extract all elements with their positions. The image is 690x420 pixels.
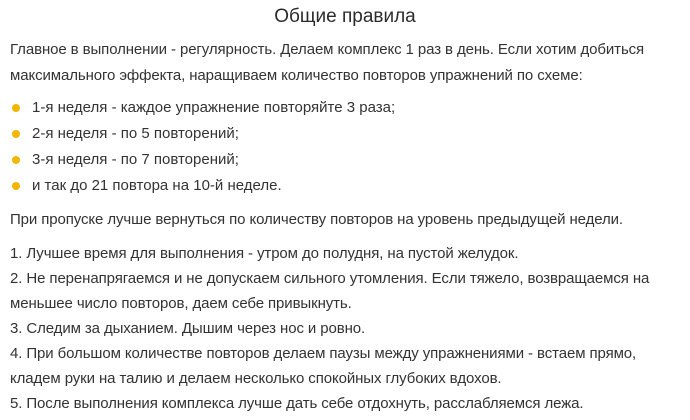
rules-numbered-list: [10, 241, 680, 416]
intro-paragraph: Главное в выполнении - регулярность. Делаем комплекс 1 раз в день. Если хотим добиться максимального эффекта, наращиваем количество повторов упражнений по схеме:: [10, 41, 645, 84]
rule-item: 4. При большом количестве повторов делаем паузы между упражнениями - встаем прямо, кладем руки на талию и делаем несколько спокойных глубоких вдохов.: [10, 345, 637, 387]
rule-item: 2. Не перенапрягаемся и не допускаем сильного утомления. Если тяжело, возвращаемся на меньшее число повторов, даем себе привыкнуть.: [10, 270, 650, 312]
list-item-text: и так до 21 повтора на 10-й неделе.: [32, 177, 282, 194]
weekly-schedule-list: [10, 95, 680, 199]
list-item-text: 3-я неделя - по 7 повторений;: [32, 151, 239, 168]
article-title: Общие правила: [274, 6, 416, 27]
list-item: [10, 147, 680, 173]
rule-item: 1. Лучшее время для выполнения - утром до полудня, на пустой желудок.: [10, 245, 519, 262]
list-item: [10, 121, 680, 147]
bullet-dot-icon: [12, 156, 20, 164]
rule-item: 5. После выполнения комплекса лучше дать себе отдохнуть, расслабляемся лежа.: [10, 395, 584, 412]
list-item: [10, 95, 680, 121]
bullet-dot-icon: [12, 104, 20, 112]
rule-item: 3. Следим за дыханием. Дышим через нос и ровно.: [10, 320, 366, 337]
bullet-dot-icon: [12, 130, 20, 138]
list-item-text: 1-я неделя - каждое упражнение повторяйте 3 раза;: [32, 99, 396, 116]
bullet-dot-icon: [12, 182, 20, 190]
list-item-text: 2-я неделя - по 5 повторений;: [32, 125, 239, 142]
skip-note-paragraph: При пропуске лучше вернуться по количеству повторов на уровень предыдущей недели.: [10, 211, 623, 228]
list-item: [10, 173, 680, 199]
